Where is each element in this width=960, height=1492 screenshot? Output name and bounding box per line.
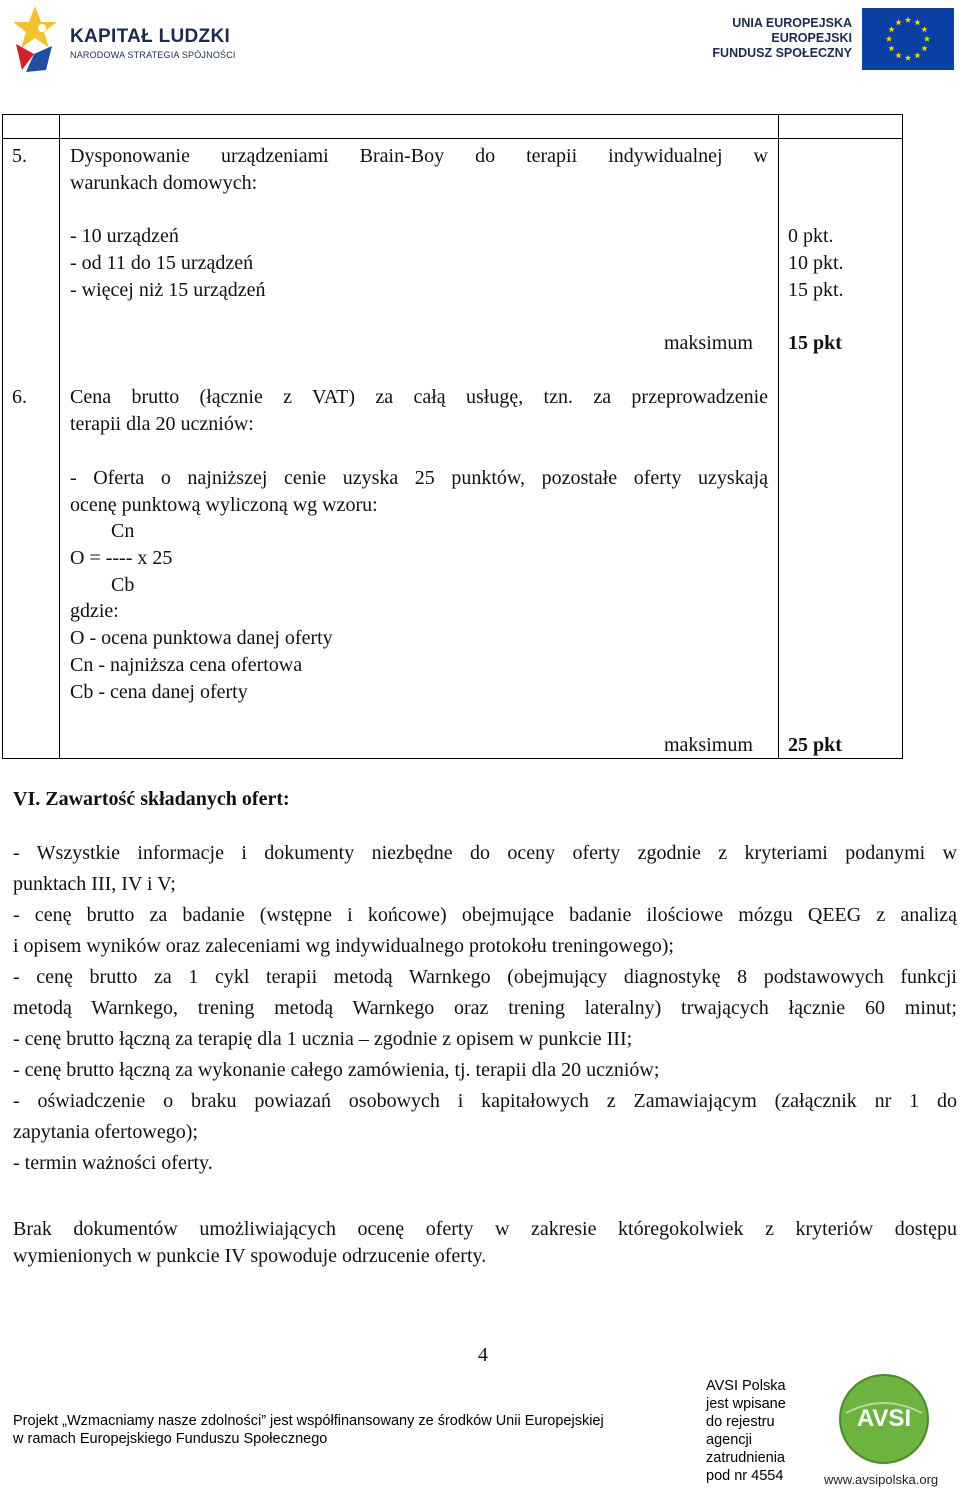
section-vi-line: punktach III, IV i V;	[13, 873, 176, 895]
kapital-ludzki-title: KAPITAŁ LUDZKI	[70, 26, 231, 47]
avsi-line: do rejestru	[706, 1414, 775, 1430]
legend-cb: Cb - cena danej oferty	[70, 681, 248, 703]
section-vi-line: - termin ważności oferty.	[13, 1152, 213, 1174]
avsi-line: zatrudnienia	[706, 1450, 785, 1466]
row5-option-3: - więcej niż 15 urządzeń	[70, 279, 266, 301]
section-vi-line: i opisem wyników oraz zaleceniami wg indywidualnego protokołu treningowego);	[13, 935, 674, 957]
project-info	[13, 1412, 693, 1448]
row5-title-line2: warunkach domowych:	[70, 172, 258, 194]
eu-logo-text	[700, 16, 852, 61]
row5-title-line1: Dysponowanie urządzeniami Brain-Boy do terapii indywidualnej w	[70, 145, 768, 167]
avsi-line: AVSI Polska	[706, 1378, 786, 1394]
avsi-registration	[706, 1377, 816, 1485]
row6-max-value: 25 pkt	[788, 734, 842, 756]
page-number: 4	[478, 1344, 488, 1366]
section-vi-line: - cenę brutto łączną za wykonanie całego zamówienia, tj. terapii dla 20 uczniów;	[13, 1059, 660, 1081]
section-vi-line: metodą Warnkego, trening metodą Warnkego oraz trening lateralny) trwających łącznie 60 minut;	[13, 997, 957, 1019]
kapital-ludzki-emblem-icon	[12, 4, 58, 74]
formula-main: O = ---- x 25	[70, 547, 173, 569]
legend-o: O - ocena punktowa danej oferty	[70, 627, 333, 649]
eu-line1: UNIA EUROPEJSKA	[732, 16, 852, 30]
row6-number: 6.	[12, 386, 27, 408]
row5-option-2: - od 11 do 15 urządzeń	[70, 252, 254, 274]
row5-max-label: maksimum	[664, 332, 753, 354]
row6-title-line2: terapii dla 20 uczniów:	[70, 413, 254, 435]
section-vi-line: - oświadczenie o braku powiazań osobowych i kapitałowych z Zamawiającym (załącznik nr 1 do	[13, 1090, 957, 1112]
row5-points-2: 10 pkt.	[788, 252, 844, 274]
eu-line2: EUROPEJSKI	[771, 31, 852, 45]
project-line2: w ramach Europejskiego Funduszu Społecznego	[13, 1431, 328, 1447]
row5-option-1: - 10 urządzeń	[70, 225, 179, 247]
row6-max-label: maksimum	[664, 734, 753, 756]
row5-max-value: 15 pkt	[788, 332, 842, 354]
kapital-ludzki-subtitle: NARODOWA STRATEGIA SPÓJNOŚCI	[70, 50, 236, 60]
row5-points-3: 15 pkt.	[788, 279, 844, 301]
row5-number: 5.	[12, 145, 27, 167]
avsi-line: agencji	[706, 1432, 752, 1448]
legend-cn: Cn - najniższa cena ofertowa	[70, 654, 303, 676]
section-vi-line: zapytania ofertowego);	[13, 1121, 198, 1143]
section-vi-line: - Wszystkie informacje i dokumenty niezbędne do oceny oferty zgodnie z kryteriami podanymi w	[13, 842, 957, 864]
formula-numerator: Cn	[111, 520, 135, 542]
eu-flag-icon	[862, 8, 954, 70]
eu-logo	[700, 8, 955, 74]
formula-denominator: Cb	[111, 574, 135, 596]
avsi-line: pod nr 4554	[706, 1468, 784, 1484]
closing-line: wymienionych w punkcie IV spowoduje odrzucenie oferty.	[13, 1245, 487, 1267]
row6-title-line1: Cena brutto (łącznie z VAT) za całą usługę, tzn. za przeprowadzenie	[70, 386, 768, 408]
row6-desc-line1: - Oferta o najniższej cenie uzyska 25 punktów, pozostałe oferty uzyskają	[70, 467, 768, 489]
section-vi-line: - cenę brutto łączną za terapię dla 1 ucznia – zgodnie z opisem w punkcie III;	[13, 1028, 633, 1050]
section-vi-heading: VI. Zawartość składanych ofert:	[13, 788, 290, 810]
legend-heading: gdzie:	[70, 600, 119, 622]
avsi-logo	[838, 1373, 930, 1465]
avsi-url: www.avsipolska.org	[824, 1472, 939, 1487]
closing-line: Brak dokumentów umożliwiających ocenę oferty w zakresie któregokolwiek z kryteriów dostępu	[13, 1218, 957, 1240]
avsi-line: jest wpisane	[706, 1396, 786, 1412]
row6-desc-line2: ocenę punktową wyliczoną wg wzoru:	[70, 494, 378, 516]
section-vi-list	[13, 838, 957, 1179]
avsi-logo-text: AVSI	[856, 1405, 912, 1432]
kapital-ludzki-logo	[12, 4, 242, 76]
eu-line3: FUNDUSZ SPOŁECZNY	[712, 46, 852, 60]
row5-points-1: 0 pkt.	[788, 225, 834, 247]
closing-paragraph	[13, 1216, 957, 1270]
section-vi-line: - cenę brutto za badanie (wstępne i końcowe) obejmujące badanie ilościowe mózgu QEEG z analizą	[13, 904, 957, 926]
section-vi-line: - cenę brutto za 1 cykl terapii metodą Warnkego (obejmujący diagnostykę 8 podstawowych funkcji	[13, 966, 957, 988]
project-line1: Projekt „Wzmacniamy nasze zdolności” jest współfinansowany ze środków Unii Europejskiej	[13, 1413, 604, 1429]
